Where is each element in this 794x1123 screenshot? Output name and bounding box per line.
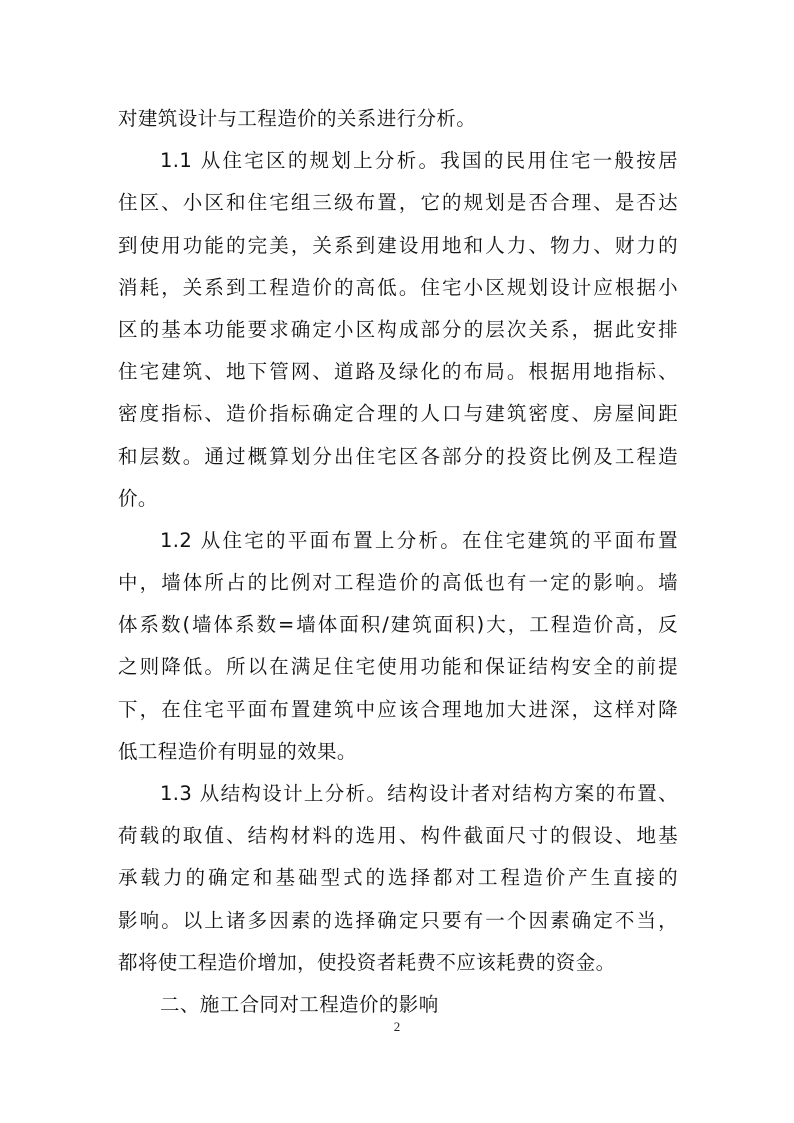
text-line: 中，墙体所占的比例对工程造价的高低也有一定的影响。墙 (118, 571, 678, 595)
text-line: 1.3 从结构设计上分析。结构设计者对结构方案的布置、 (160, 782, 678, 805)
text-line: 体系数(墙体系数=墙体面积/建筑面积)大，工程造价高，反 (118, 613, 678, 637)
text-line: 影响。以上诸多因素的选择确定只要有一个因素确定不当， (118, 908, 678, 932)
text-line: 价。 (118, 486, 158, 510)
text-line: 下，在住宅平面布置建筑中应该合理地加大进深，这样对降 (118, 697, 678, 721)
text-line: 和层数。通过概算划分出住宅区各部分的投资比例及工程造 (118, 444, 678, 468)
text-line: 住区、小区和住宅组三级布置，它的规划是否合理、是否达 (118, 191, 678, 215)
text-line: 低工程造价有明显的效果。 (118, 739, 357, 763)
text-line: 承载力的确定和基础型式的选择都对工程造价产生直接的 (118, 866, 678, 890)
text-line: 消耗，关系到工程造价的高低。住宅小区规划设计应根据小 (118, 275, 678, 299)
text-line: 二、施工合同对工程造价的影响 (160, 992, 439, 1016)
text-line: 荷载的取值、结构材料的选用、构件截面尺寸的假设、地基 (118, 824, 678, 848)
text-line: 住宅建筑、地下管网、道路及绿化的布局。根据用地指标、 (118, 360, 678, 384)
body-text (118, 98, 678, 1026)
text-line: 之则降低。所以在满足住宅使用功能和保证结构安全的前提 (118, 655, 678, 679)
text-line: 1.1 从住宅区的规划上分析。我国的民用住宅一般按居 (160, 149, 678, 173)
text-line: 都将使工程造价增加，使投资者耗费不应该耗费的资金。 (118, 950, 616, 974)
text-line: 区的基本功能要求确定小区构成部分的层次关系，据此安排 (118, 317, 678, 341)
text-line: 密度指标、造价指标确定合理的人口与建筑密度、房屋间距 (118, 402, 678, 426)
text-line: 到使用功能的完美，关系到建设用地和人力、物力、财力的 (118, 233, 678, 257)
page-number: 2 (393, 1019, 401, 1034)
text-line: 1.2 从住宅的平面布置上分析。在住宅建筑的平面布置 (160, 528, 678, 552)
text-line: 对建筑设计与工程造价的关系进行分析。 (118, 107, 477, 130)
